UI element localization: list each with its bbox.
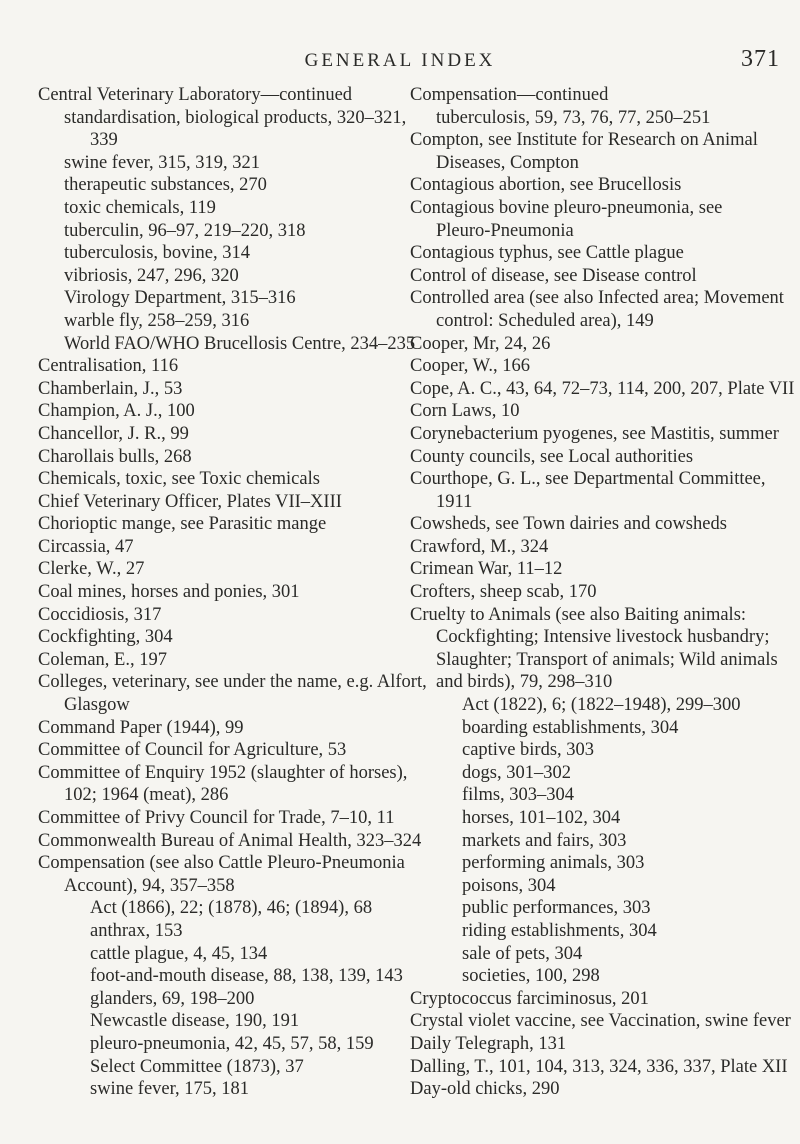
index-entry: Corynebacterium pyogenes, see Mastitis, summer bbox=[410, 423, 779, 444]
index-entry: Command Paper (1944), 99 bbox=[38, 717, 244, 738]
index-entry: Committee of Council for Agriculture, 53 bbox=[38, 740, 347, 761]
index-entry: Champion, A. J., 100 bbox=[38, 401, 195, 422]
index-entry: warble fly, 258–259, 316 bbox=[64, 310, 250, 331]
index-entry: and birds), 79, 298–310 bbox=[436, 672, 613, 693]
index-entry: anthrax, 153 bbox=[90, 920, 183, 941]
index-entry: Act (1866), 22; (1878), 46; (1894), 68 bbox=[90, 898, 373, 919]
index-entry: Compensation—continued bbox=[410, 85, 609, 105]
index-entry: 339 bbox=[90, 130, 118, 151]
index-entry: swine fever, 175, 181 bbox=[90, 1079, 250, 1100]
index-entry: Cowsheds, see Town dairies and cowsheds bbox=[410, 514, 727, 535]
index-entry: Virology Department, 315–316 bbox=[64, 288, 296, 309]
index-entry: Act (1822), 6; (1822–1948), 299–300 bbox=[462, 695, 741, 716]
index-entry: Crimean War, 11–12 bbox=[410, 559, 563, 580]
index-entry: Coccidiosis, 317 bbox=[38, 604, 162, 625]
index-entry: Charollais bulls, 268 bbox=[38, 446, 192, 467]
index-entry: poisons, 304 bbox=[462, 875, 556, 896]
index-entry: Diseases, Compton bbox=[436, 152, 579, 173]
index-entry: foot-and-mouth disease, 88, 138, 139, 143 bbox=[90, 966, 403, 987]
index-entry: Controlled area (see also Infected area; Movement bbox=[410, 288, 784, 309]
page-title: GENERAL INDEX bbox=[304, 50, 496, 71]
index-entry: tuberculin, 96–97, 219–220, 318 bbox=[64, 220, 306, 241]
index-entry: Chief Veterinary Officer, Plates VII–XIII bbox=[38, 491, 342, 512]
index-entry: Daily Telegraph, 131 bbox=[410, 1033, 567, 1054]
index-entry: Coal mines, horses and ponies, 301 bbox=[38, 582, 300, 603]
index-entry: boarding establishments, 304 bbox=[462, 717, 679, 738]
index-entry: Courthope, G. L., see Departmental Committee, bbox=[410, 469, 766, 490]
index-entry: pleuro-pneumonia, 42, 45, 57, 58, 159 bbox=[90, 1033, 374, 1054]
index-entry: Colleges, veterinary, see under the name, e.g. Alfort, bbox=[38, 672, 427, 693]
index-entry: Cockfighting, 304 bbox=[38, 627, 173, 648]
index-entry: Clerke, W., 27 bbox=[38, 559, 145, 580]
index-entry: Compensation (see also Cattle Pleuro-Pneumonia bbox=[38, 853, 405, 874]
index-entry: Control of disease, see Disease control bbox=[410, 265, 697, 286]
index-column-right bbox=[410, 84, 795, 1101]
index-entry: Central Veterinary Laboratory—continued bbox=[38, 85, 353, 105]
index-entry: tuberculosis, 59, 73, 76, 77, 250–251 bbox=[436, 107, 711, 128]
index-entry: Select Committee (1873), 37 bbox=[90, 1056, 304, 1077]
index-entry: Account), 94, 357–358 bbox=[64, 875, 235, 896]
index-entry: Circassia, 47 bbox=[38, 536, 134, 557]
index-entry: County councils, see Local authorities bbox=[410, 446, 694, 467]
index-entry: performing animals, 303 bbox=[462, 853, 645, 874]
index-entry: 102; 1964 (meat), 286 bbox=[64, 785, 229, 806]
index-entry: tuberculosis, bovine, 314 bbox=[64, 243, 251, 264]
index-entry: Cooper, Mr, 24, 26 bbox=[410, 333, 551, 354]
index-entry: Chemicals, toxic, see Toxic chemicals bbox=[38, 469, 320, 490]
index-entry: Corn Laws, 10 bbox=[410, 401, 520, 422]
index-entry: cattle plague, 4, 45, 134 bbox=[90, 943, 268, 964]
index-entry: Cockfighting; Intensive livestock husbandry; bbox=[436, 627, 770, 648]
index-entry: Commonwealth Bureau of Animal Health, 323–324 bbox=[38, 830, 422, 851]
index-entry: toxic chemicals, 119 bbox=[64, 197, 216, 218]
index-entry: Chancellor, J. R., 99 bbox=[38, 423, 189, 444]
index-entry: swine fever, 315, 319, 321 bbox=[64, 152, 261, 173]
index-entry: riding establishments, 304 bbox=[462, 920, 657, 941]
page-header bbox=[0, 46, 800, 76]
index-entry: glanders, 69, 198–200 bbox=[90, 988, 255, 1009]
index-entry: Cope, A. C., 43, 64, 72–73, 114, 200, 207, Plate VII bbox=[410, 378, 795, 399]
index-entry: public performances, 303 bbox=[462, 898, 651, 919]
index-entry: Contagious abortion, see Brucellosis bbox=[410, 175, 682, 196]
index-entry: dogs, 301–302 bbox=[462, 762, 571, 783]
index-entry: Newcastle disease, 190, 191 bbox=[90, 1011, 300, 1032]
index-entry: Crystal violet vaccine, see Vaccination, swine fever bbox=[410, 1011, 791, 1032]
index-entry: Committee of Privy Council for Trade, 7–10, 11 bbox=[38, 808, 395, 828]
index-entry: Chorioptic mange, see Parasitic mange bbox=[38, 514, 327, 535]
index-entry: sale of pets, 304 bbox=[462, 943, 583, 964]
index-entry: Compton, see Institute for Research on Animal bbox=[410, 130, 758, 151]
index-entry: Chamberlain, J., 53 bbox=[38, 378, 183, 399]
index-entry: Coleman, E., 197 bbox=[38, 649, 167, 670]
index-entry: therapeutic substances, 270 bbox=[64, 175, 267, 196]
index-entry: Slaughter; Transport of animals; Wild animals bbox=[436, 649, 778, 670]
index-entry: vibriosis, 247, 296, 320 bbox=[64, 265, 239, 286]
index-entry: Cooper, W., 166 bbox=[410, 356, 531, 377]
index-entry: Day-old chicks, 290 bbox=[410, 1079, 560, 1100]
index-entry: World FAO/WHO Brucellosis Centre, 234–235 bbox=[64, 333, 416, 354]
index-entry: Pleuro-Pneumonia bbox=[436, 220, 574, 241]
index-column-left bbox=[38, 84, 427, 1101]
index-entry: Centralisation, 116 bbox=[38, 356, 179, 377]
index-entry: Contagious bovine pleuro-pneumonia, see bbox=[410, 197, 723, 218]
index-entry: control: Scheduled area), 149 bbox=[436, 310, 654, 331]
index-entry: standardisation, biological products, 320–321, bbox=[64, 107, 407, 128]
index-entry: Cryptococcus farciminosus, 201 bbox=[410, 988, 649, 1009]
index-entry: Dalling, T., 101, 104, 313, 324, 336, 337, Plate XII bbox=[410, 1056, 788, 1077]
index-entry: Crofters, sheep scab, 170 bbox=[410, 582, 597, 603]
index-entry: Cruelty to Animals (see also Baiting animals: bbox=[410, 604, 747, 625]
index-entry: films, 303–304 bbox=[462, 785, 575, 806]
index-entry: Contagious typhus, see Cattle plague bbox=[410, 243, 684, 264]
index-entry: horses, 101–102, 304 bbox=[462, 808, 621, 828]
index-entry: societies, 100, 298 bbox=[462, 966, 600, 987]
index-entry: captive birds, 303 bbox=[462, 740, 595, 761]
index-entry: 1911 bbox=[436, 491, 473, 512]
page-number: 371 bbox=[741, 46, 780, 72]
index-entry: markets and fairs, 303 bbox=[462, 830, 627, 851]
index-entry: Glasgow bbox=[64, 695, 130, 716]
index-entry: Committee of Enquiry 1952 (slaughter of horses), bbox=[38, 762, 408, 783]
index-entry: Crawford, M., 324 bbox=[410, 536, 549, 557]
